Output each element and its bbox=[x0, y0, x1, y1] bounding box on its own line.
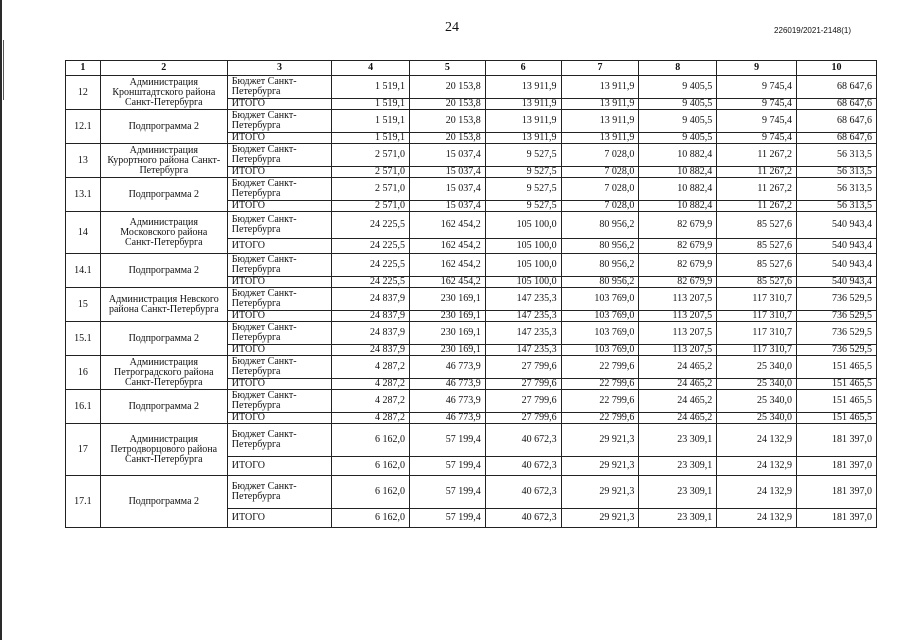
amount-cell: 113 207,5 bbox=[639, 311, 717, 322]
column-header: 6 bbox=[485, 61, 561, 76]
amount-cell: 113 207,5 bbox=[639, 345, 717, 356]
amount-cell: 80 956,2 bbox=[561, 212, 639, 239]
amount-cell: 24 225,5 bbox=[332, 239, 410, 254]
amount-cell: 2 571,0 bbox=[332, 201, 410, 212]
amount-cell: 24 132,9 bbox=[717, 476, 797, 509]
amount-cell: 68 647,6 bbox=[797, 133, 877, 144]
header-row bbox=[66, 61, 877, 76]
table-row-budget bbox=[66, 356, 877, 379]
funding-source: ИТОГО bbox=[227, 167, 331, 178]
table-row-budget bbox=[66, 390, 877, 413]
row-index: 16 bbox=[66, 356, 101, 390]
amount-cell: 29 921,3 bbox=[561, 509, 639, 528]
amount-cell: 13 911,9 bbox=[561, 76, 639, 99]
amount-cell: 162 454,2 bbox=[410, 239, 486, 254]
amount-cell: 105 100,0 bbox=[485, 212, 561, 239]
amount-cell: 27 799,6 bbox=[485, 356, 561, 379]
amount-cell: 9 527,5 bbox=[485, 144, 561, 167]
amount-cell: 27 799,6 bbox=[485, 390, 561, 413]
amount-cell: 46 773,9 bbox=[410, 379, 486, 390]
amount-cell: 736 529,5 bbox=[797, 311, 877, 322]
funding-source: ИТОГО bbox=[227, 311, 331, 322]
amount-cell: 103 769,0 bbox=[561, 322, 639, 345]
funding-source: Бюджет Санкт-Петербурга bbox=[227, 110, 331, 133]
amount-cell: 40 672,3 bbox=[485, 457, 561, 476]
amount-cell: 105 100,0 bbox=[485, 277, 561, 288]
funding-source: Бюджет Санкт-Петербурга bbox=[227, 390, 331, 413]
organization-name: Администрация Петроградского района Санкт-Петербурга bbox=[100, 356, 227, 390]
organization-name: Администрация Петродворцового района Санкт-Петербурга bbox=[100, 424, 227, 476]
amount-cell: 736 529,5 bbox=[797, 345, 877, 356]
row-index: 12.1 bbox=[66, 110, 101, 144]
amount-cell: 736 529,5 bbox=[797, 322, 877, 345]
table-row-budget bbox=[66, 424, 877, 457]
amount-cell: 57 199,4 bbox=[410, 476, 486, 509]
column-header: 9 bbox=[717, 61, 797, 76]
amount-cell: 2 571,0 bbox=[332, 144, 410, 167]
amount-cell: 20 153,8 bbox=[410, 110, 486, 133]
amount-cell: 24 225,5 bbox=[332, 277, 410, 288]
organization-name: Подпрограмма 2 bbox=[100, 390, 227, 424]
amount-cell: 147 235,3 bbox=[485, 345, 561, 356]
funding-source: ИТОГО bbox=[227, 457, 331, 476]
amount-cell: 56 313,5 bbox=[797, 178, 877, 201]
scan-edge-mark bbox=[3, 40, 4, 100]
amount-cell: 9 405,5 bbox=[639, 133, 717, 144]
column-header: 5 bbox=[410, 61, 486, 76]
amount-cell: 230 169,1 bbox=[410, 288, 486, 311]
amount-cell: 113 207,5 bbox=[639, 288, 717, 311]
amount-cell: 85 527,6 bbox=[717, 254, 797, 277]
amount-cell: 40 672,3 bbox=[485, 424, 561, 457]
row-index: 16.1 bbox=[66, 390, 101, 424]
table-row-budget bbox=[66, 254, 877, 277]
amount-cell: 147 235,3 bbox=[485, 311, 561, 322]
amount-cell: 9 405,5 bbox=[639, 110, 717, 133]
funding-source: ИТОГО bbox=[227, 239, 331, 254]
row-index: 14 bbox=[66, 212, 101, 254]
row-index: 15 bbox=[66, 288, 101, 322]
organization-name: Подпрограмма 2 bbox=[100, 178, 227, 212]
row-index: 17.1 bbox=[66, 476, 101, 528]
amount-cell: 10 882,4 bbox=[639, 144, 717, 167]
amount-cell: 56 313,5 bbox=[797, 167, 877, 178]
amount-cell: 103 769,0 bbox=[561, 288, 639, 311]
funding-source: Бюджет Санкт-Петербурга bbox=[227, 288, 331, 311]
amount-cell: 20 153,8 bbox=[410, 99, 486, 110]
column-header: 10 bbox=[797, 61, 877, 76]
amount-cell: 9 405,5 bbox=[639, 76, 717, 99]
amount-cell: 24 465,2 bbox=[639, 356, 717, 379]
amount-cell: 85 527,6 bbox=[717, 239, 797, 254]
funding-source: ИТОГО bbox=[227, 413, 331, 424]
amount-cell: 105 100,0 bbox=[485, 239, 561, 254]
amount-cell: 162 454,2 bbox=[410, 254, 486, 277]
amount-cell: 40 672,3 bbox=[485, 509, 561, 528]
funding-source: Бюджет Санкт-Петербурга bbox=[227, 76, 331, 99]
amount-cell: 13 911,9 bbox=[561, 133, 639, 144]
amount-cell: 23 309,1 bbox=[639, 509, 717, 528]
amount-cell: 181 397,0 bbox=[797, 476, 877, 509]
amount-cell: 23 309,1 bbox=[639, 457, 717, 476]
amount-cell: 9 745,4 bbox=[717, 110, 797, 133]
amount-cell: 113 207,5 bbox=[639, 322, 717, 345]
table-row-budget bbox=[66, 76, 877, 99]
amount-cell: 6 162,0 bbox=[332, 424, 410, 457]
amount-cell: 15 037,4 bbox=[410, 178, 486, 201]
amount-cell: 57 199,4 bbox=[410, 457, 486, 476]
column-header: 1 bbox=[66, 61, 101, 76]
amount-cell: 230 169,1 bbox=[410, 311, 486, 322]
table-row-budget bbox=[66, 110, 877, 133]
amount-cell: 85 527,6 bbox=[717, 277, 797, 288]
amount-cell: 24 837,9 bbox=[332, 311, 410, 322]
amount-cell: 6 162,0 bbox=[332, 509, 410, 528]
row-index: 12 bbox=[66, 76, 101, 110]
amount-cell: 85 527,6 bbox=[717, 212, 797, 239]
amount-cell: 82 679,9 bbox=[639, 277, 717, 288]
amount-cell: 7 028,0 bbox=[561, 201, 639, 212]
amount-cell: 151 465,5 bbox=[797, 390, 877, 413]
row-index: 14.1 bbox=[66, 254, 101, 288]
amount-cell: 13 911,9 bbox=[561, 99, 639, 110]
amount-cell: 82 679,9 bbox=[639, 254, 717, 277]
amount-cell: 24 225,5 bbox=[332, 254, 410, 277]
organization-name: Подпрограмма 2 bbox=[100, 254, 227, 288]
amount-cell: 162 454,2 bbox=[410, 277, 486, 288]
amount-cell: 11 267,2 bbox=[717, 167, 797, 178]
funding-source: Бюджет Санкт-Петербурга bbox=[227, 212, 331, 239]
amount-cell: 11 267,2 bbox=[717, 201, 797, 212]
column-header: 4 bbox=[332, 61, 410, 76]
organization-name: Администрация Курортного района Санкт-Петербурга bbox=[100, 144, 227, 178]
amount-cell: 46 773,9 bbox=[410, 356, 486, 379]
amount-cell: 20 153,8 bbox=[410, 133, 486, 144]
amount-cell: 68 647,6 bbox=[797, 99, 877, 110]
amount-cell: 15 037,4 bbox=[410, 144, 486, 167]
table-row-budget bbox=[66, 288, 877, 311]
amount-cell: 29 921,3 bbox=[561, 476, 639, 509]
funding-source: ИТОГО bbox=[227, 133, 331, 144]
amount-cell: 181 397,0 bbox=[797, 509, 877, 528]
amount-cell: 24 837,9 bbox=[332, 288, 410, 311]
column-header: 8 bbox=[639, 61, 717, 76]
organization-name: Администрация Кронштадтского района Санкт-Петербурга bbox=[100, 76, 227, 110]
amount-cell: 57 199,4 bbox=[410, 509, 486, 528]
amount-cell: 181 397,0 bbox=[797, 424, 877, 457]
table-row-budget bbox=[66, 476, 877, 509]
amount-cell: 147 235,3 bbox=[485, 288, 561, 311]
funding-source: ИТОГО bbox=[227, 379, 331, 390]
amount-cell: 24 465,2 bbox=[639, 413, 717, 424]
amount-cell: 4 287,2 bbox=[332, 379, 410, 390]
amount-cell: 11 267,2 bbox=[717, 144, 797, 167]
organization-name: Подпрограмма 2 bbox=[100, 110, 227, 144]
amount-cell: 151 465,5 bbox=[797, 379, 877, 390]
amount-cell: 15 037,4 bbox=[410, 201, 486, 212]
amount-cell: 540 943,4 bbox=[797, 212, 877, 239]
amount-cell: 27 799,6 bbox=[485, 413, 561, 424]
row-index: 13 bbox=[66, 144, 101, 178]
amount-cell: 22 799,6 bbox=[561, 413, 639, 424]
amount-cell: 10 882,4 bbox=[639, 201, 717, 212]
amount-cell: 20 153,8 bbox=[410, 76, 486, 99]
funding-source: ИТОГО bbox=[227, 99, 331, 110]
table-row-budget bbox=[66, 178, 877, 201]
amount-cell: 1 519,1 bbox=[332, 133, 410, 144]
amount-cell: 540 943,4 bbox=[797, 254, 877, 277]
amount-cell: 9 745,4 bbox=[717, 133, 797, 144]
amount-cell: 23 309,1 bbox=[639, 424, 717, 457]
amount-cell: 22 799,6 bbox=[561, 390, 639, 413]
funding-source: ИТОГО bbox=[227, 201, 331, 212]
amount-cell: 25 340,0 bbox=[717, 390, 797, 413]
funding-source: ИТОГО bbox=[227, 509, 331, 528]
amount-cell: 24 225,5 bbox=[332, 212, 410, 239]
amount-cell: 1 519,1 bbox=[332, 76, 410, 99]
amount-cell: 105 100,0 bbox=[485, 254, 561, 277]
amount-cell: 9 745,4 bbox=[717, 99, 797, 110]
amount-cell: 7 028,0 bbox=[561, 167, 639, 178]
row-index: 17 bbox=[66, 424, 101, 476]
funding-source: Бюджет Санкт-Петербурга bbox=[227, 254, 331, 277]
amount-cell: 24 132,9 bbox=[717, 509, 797, 528]
amount-cell: 540 943,4 bbox=[797, 277, 877, 288]
table-body bbox=[66, 76, 877, 528]
amount-cell: 80 956,2 bbox=[561, 254, 639, 277]
organization-name: Администрация Московского района Санкт-Петербурга bbox=[100, 212, 227, 254]
table-row-budget bbox=[66, 212, 877, 239]
amount-cell: 6 162,0 bbox=[332, 476, 410, 509]
table-row-budget bbox=[66, 322, 877, 345]
amount-cell: 27 799,6 bbox=[485, 379, 561, 390]
amount-cell: 56 313,5 bbox=[797, 144, 877, 167]
budget-table bbox=[65, 60, 877, 528]
amount-cell: 540 943,4 bbox=[797, 239, 877, 254]
amount-cell: 24 837,9 bbox=[332, 322, 410, 345]
funding-source: Бюджет Санкт-Петербурга bbox=[227, 424, 331, 457]
amount-cell: 25 340,0 bbox=[717, 413, 797, 424]
amount-cell: 9 527,5 bbox=[485, 167, 561, 178]
amount-cell: 151 465,5 bbox=[797, 356, 877, 379]
amount-cell: 2 571,0 bbox=[332, 178, 410, 201]
page-number: 24 bbox=[445, 20, 459, 35]
row-index: 13.1 bbox=[66, 178, 101, 212]
amount-cell: 24 837,9 bbox=[332, 345, 410, 356]
table-row-budget bbox=[66, 144, 877, 167]
amount-cell: 25 340,0 bbox=[717, 379, 797, 390]
amount-cell: 1 519,1 bbox=[332, 99, 410, 110]
amount-cell: 56 313,5 bbox=[797, 201, 877, 212]
amount-cell: 9 527,5 bbox=[485, 178, 561, 201]
amount-cell: 4 287,2 bbox=[332, 390, 410, 413]
amount-cell: 82 679,9 bbox=[639, 239, 717, 254]
funding-source: Бюджет Санкт-Петербурга bbox=[227, 356, 331, 379]
amount-cell: 117 310,7 bbox=[717, 345, 797, 356]
amount-cell: 13 911,9 bbox=[485, 110, 561, 133]
amount-cell: 40 672,3 bbox=[485, 476, 561, 509]
amount-cell: 15 037,4 bbox=[410, 167, 486, 178]
column-header: 7 bbox=[561, 61, 639, 76]
amount-cell: 22 799,6 bbox=[561, 356, 639, 379]
organization-name: Администрация Невского района Санкт-Петербурга bbox=[100, 288, 227, 322]
amount-cell: 22 799,6 bbox=[561, 379, 639, 390]
funding-source: Бюджет Санкт-Петербурга bbox=[227, 476, 331, 509]
organization-name: Подпрограмма 2 bbox=[100, 476, 227, 528]
amount-cell: 9 527,5 bbox=[485, 201, 561, 212]
funding-source: Бюджет Санкт-Петербурга bbox=[227, 178, 331, 201]
scan-edge bbox=[0, 0, 2, 640]
amount-cell: 29 921,3 bbox=[561, 424, 639, 457]
amount-cell: 117 310,7 bbox=[717, 311, 797, 322]
amount-cell: 736 529,5 bbox=[797, 288, 877, 311]
amount-cell: 13 911,9 bbox=[485, 76, 561, 99]
amount-cell: 181 397,0 bbox=[797, 457, 877, 476]
amount-cell: 7 028,0 bbox=[561, 178, 639, 201]
amount-cell: 68 647,6 bbox=[797, 76, 877, 99]
amount-cell: 4 287,2 bbox=[332, 356, 410, 379]
amount-cell: 13 911,9 bbox=[485, 133, 561, 144]
funding-source: Бюджет Санкт-Петербурга bbox=[227, 144, 331, 167]
column-header: 2 bbox=[100, 61, 227, 76]
amount-cell: 80 956,2 bbox=[561, 239, 639, 254]
amount-cell: 151 465,5 bbox=[797, 413, 877, 424]
document-code: 226019/2021-2148(1) bbox=[774, 26, 851, 35]
amount-cell: 147 235,3 bbox=[485, 322, 561, 345]
amount-cell: 11 267,2 bbox=[717, 178, 797, 201]
organization-name: Подпрограмма 2 bbox=[100, 322, 227, 356]
amount-cell: 25 340,0 bbox=[717, 356, 797, 379]
amount-cell: 230 169,1 bbox=[410, 322, 486, 345]
amount-cell: 80 956,2 bbox=[561, 277, 639, 288]
amount-cell: 10 882,4 bbox=[639, 178, 717, 201]
amount-cell: 10 882,4 bbox=[639, 167, 717, 178]
amount-cell: 117 310,7 bbox=[717, 322, 797, 345]
amount-cell: 4 287,2 bbox=[332, 413, 410, 424]
amount-cell: 29 921,3 bbox=[561, 457, 639, 476]
amount-cell: 24 465,2 bbox=[639, 379, 717, 390]
amount-cell: 13 911,9 bbox=[561, 110, 639, 133]
amount-cell: 7 028,0 bbox=[561, 144, 639, 167]
amount-cell: 23 309,1 bbox=[639, 476, 717, 509]
funding-source: ИТОГО bbox=[227, 345, 331, 356]
amount-cell: 82 679,9 bbox=[639, 212, 717, 239]
amount-cell: 9 405,5 bbox=[639, 99, 717, 110]
amount-cell: 103 769,0 bbox=[561, 345, 639, 356]
amount-cell: 6 162,0 bbox=[332, 457, 410, 476]
row-index: 15.1 bbox=[66, 322, 101, 356]
amount-cell: 68 647,6 bbox=[797, 110, 877, 133]
amount-cell: 117 310,7 bbox=[717, 288, 797, 311]
amount-cell: 13 911,9 bbox=[485, 99, 561, 110]
amount-cell: 46 773,9 bbox=[410, 413, 486, 424]
amount-cell: 2 571,0 bbox=[332, 167, 410, 178]
amount-cell: 103 769,0 bbox=[561, 311, 639, 322]
amount-cell: 46 773,9 bbox=[410, 390, 486, 413]
amount-cell: 162 454,2 bbox=[410, 212, 486, 239]
amount-cell: 230 169,1 bbox=[410, 345, 486, 356]
amount-cell: 24 132,9 bbox=[717, 457, 797, 476]
amount-cell: 24 465,2 bbox=[639, 390, 717, 413]
amount-cell: 1 519,1 bbox=[332, 110, 410, 133]
amount-cell: 9 745,4 bbox=[717, 76, 797, 99]
funding-source: Бюджет Санкт-Петербурга bbox=[227, 322, 331, 345]
amount-cell: 24 132,9 bbox=[717, 424, 797, 457]
funding-source: ИТОГО bbox=[227, 277, 331, 288]
column-header: 3 bbox=[227, 61, 331, 76]
amount-cell: 57 199,4 bbox=[410, 424, 486, 457]
